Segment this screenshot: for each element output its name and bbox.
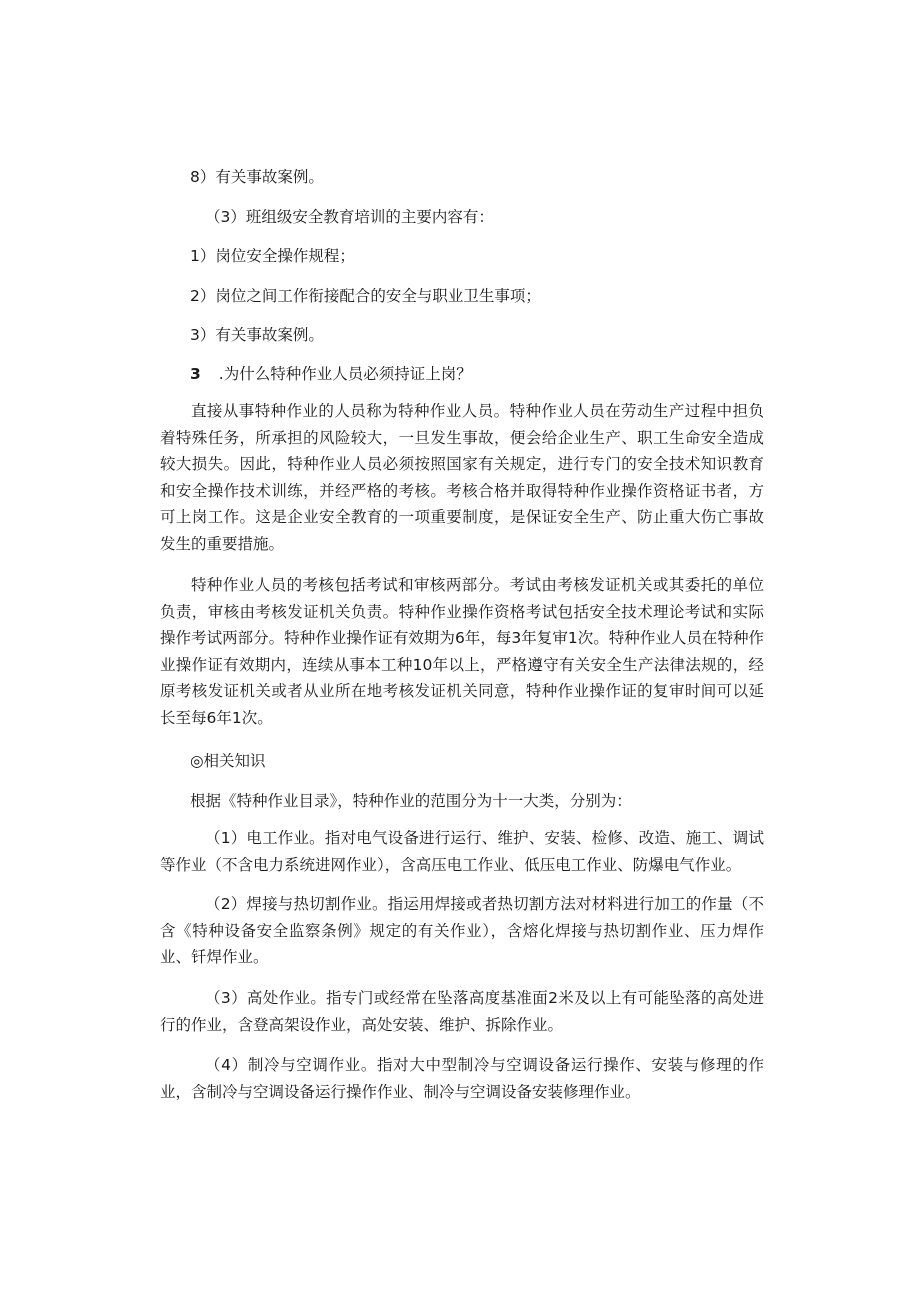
list-item-accident-cases: 8）有关事故案例。 [190,168,324,186]
team-item-2: 2）岗位之间工作衔接配合的安全与职业卫生事项； [190,287,541,305]
paragraph-assessment: 特种作业人员的考核包括考试和审核两部分。考试由考核发证机关或其委托的单位负责，审核由考核发证机关负责。特种作业操作资格考试包括安全技术理论考试和实际操作考试两部分。特种作业操作证有效期为6年，每3年复审1次。特种作业人员在特种作业操作证有效期内，连续从事本工种10年以上，严格遵守有关安全生产法律法规的，经原考核发证机关或者从业所在地考核发证机关同意，特种作业操作证的复审时间可以延长至每6年1次。 [160,576,764,727]
category-welding: （2）焊接与热切割作业。指运用焊接或者热切割方法对材料进行加工的作量（不含《特种设备安全监察条例》规定的有关作业），含熔化焊接与热切割作业、压力焊作业、钎焊作业。 [160,895,764,966]
related-knowledge-heading: ◎相关知识 [190,752,266,770]
catalog-intro: 根据《特种作业目录》，特种作业的范围分为十一大类，分别为： [190,792,632,810]
category-electrician: （1）电工作业。指对电气设备进行运行、维护、安装、检修、改造、施工、调试等作业（不含电力系统进网作业），含高压电工作业、低压电工作业、防爆电气作业。 [160,829,764,874]
team-item-3: 3）有关事故案例。 [190,326,324,344]
team-item-1: 1）岗位安全操作规程； [190,247,355,265]
paragraph-definition: 直接从事特种作业的人员称为特种作业人员。特种作业人员在劳动生产过程中担负着特殊任务，所承担的风险较大，一旦发生事故，便会给企业生产、职工生命安全造成较大损失。因此，特种作业人员必须按照国家有关规定，进行专门的安全技术知识教育和安全操作技术训练，并经严格的考核。考核合格并取得特种作业操作资格证书者，方可上岗工作。这是企业安全教育的一项重要制度，是保证安全生产、防止重大伤亡事故发生的重要措施。 [160,402,764,553]
category-height-work: （3）高处作业。指专门或经常在坠落高度基准面2米及以上有可能坠落的高处进行的作业，含登高架设作业，高处安装、维护、拆除作业。 [160,989,764,1034]
question-number: 3 [190,365,201,383]
question-heading [190,361,472,387]
question-text: .为什么特种作业人员必须持证上岗？ [218,365,472,383]
category-refrigeration: （4）制冷与空调作业。指对大中型制冷与空调设备运行操作、安装与修理的作业，含制冷与空调设备运行操作作业、制冷与空调设备安装修理作业。 [160,1056,764,1101]
team-training-heading: （3）班组级安全教育培训的主要内容有： [205,208,494,226]
